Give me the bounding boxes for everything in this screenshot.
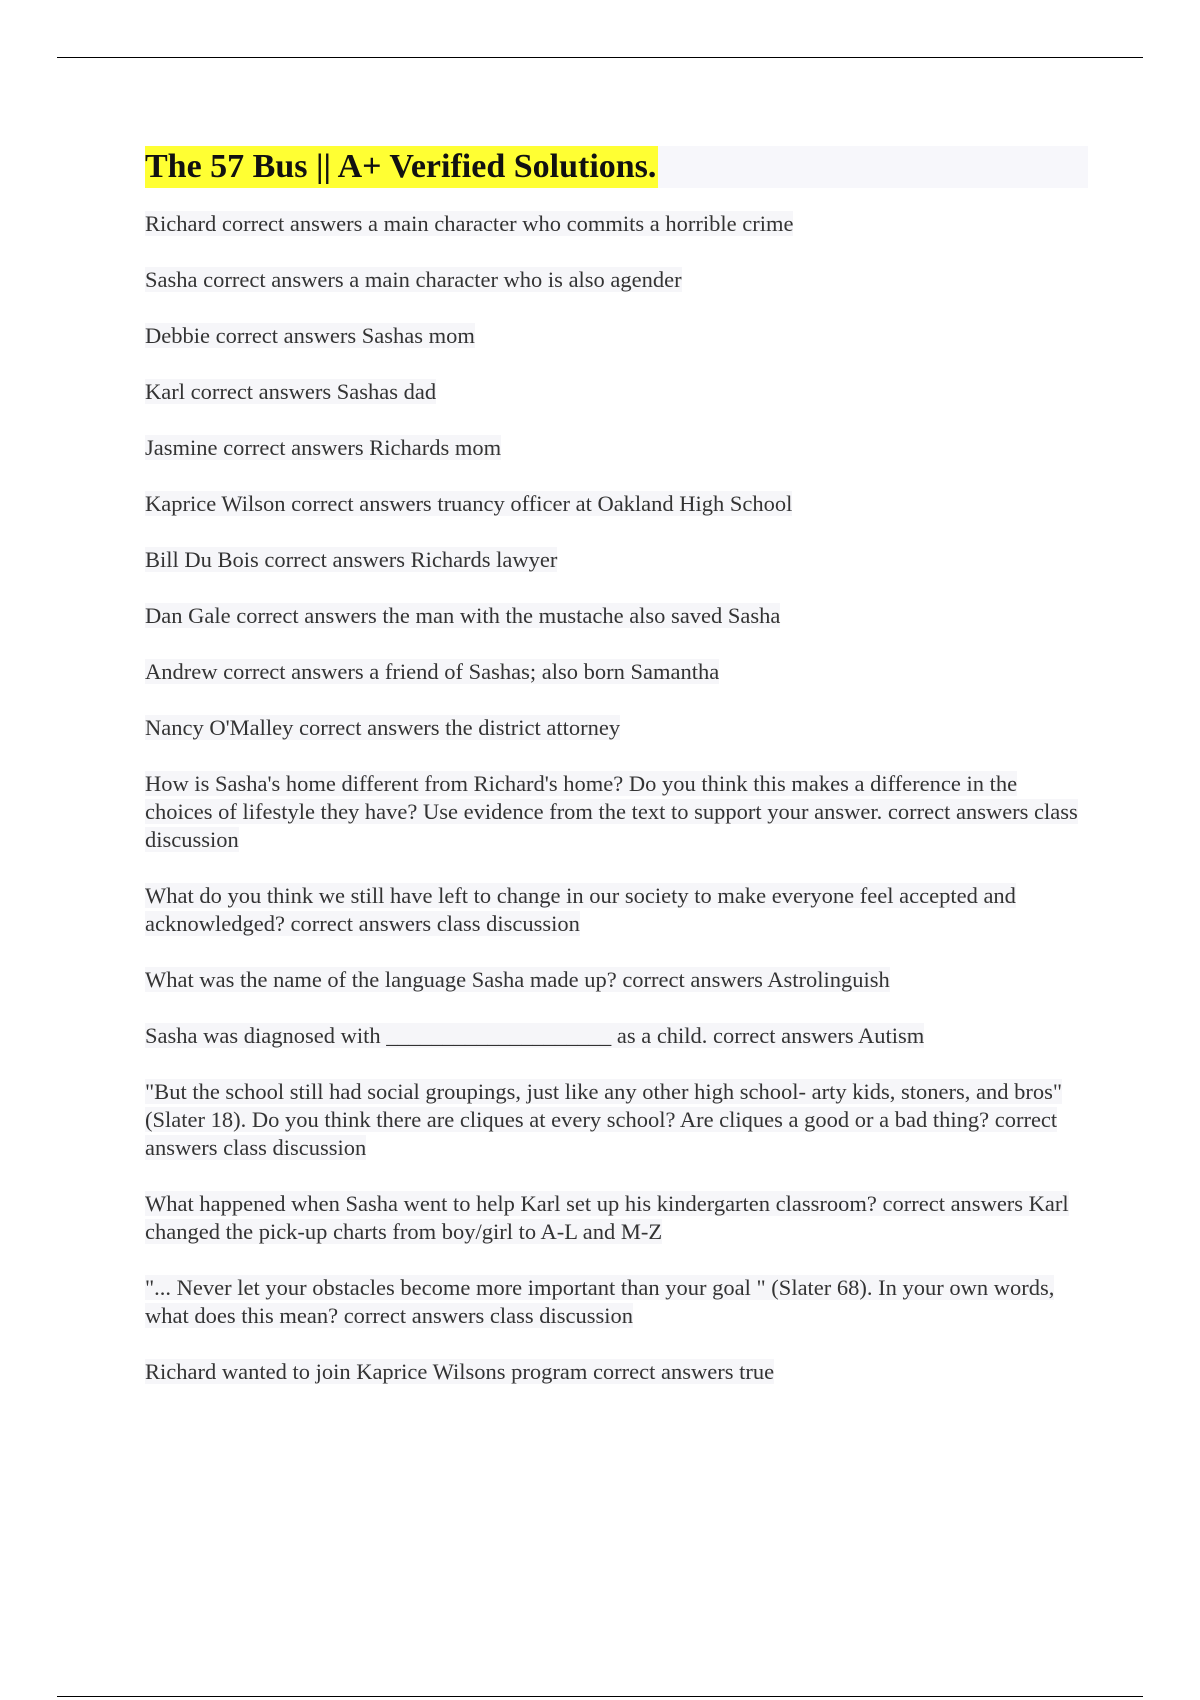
list-item: Debbie correct answers Sashas mom bbox=[145, 323, 475, 348]
list-item: "But the school still had social groupings, just like any other high school- arty kids, stoners, and bros" (Slater 18). Do you think there are cliques at every school? Are cliques a good or a bad thing? correct answers class discussion bbox=[145, 1079, 1063, 1160]
list-item: Richard correct answers a main character who commits a horrible crime bbox=[145, 211, 794, 236]
footer-rule bbox=[57, 1696, 1143, 1697]
title-band bbox=[145, 146, 1088, 188]
list-item: What was the name of the language Sasha made up? correct answers Astrolinguish bbox=[145, 967, 890, 992]
list-item: Andrew correct answers a friend of Sashas; also born Samantha bbox=[145, 659, 720, 684]
list-item: Karl correct answers Sashas dad bbox=[145, 379, 437, 404]
list-item: Dan Gale correct answers the man with the mustache also saved Sasha bbox=[145, 603, 781, 628]
list-item: How is Sasha's home different from Richard's home? Do you think this makes a difference in the choices of lifestyle they have? Use evidence from the text to support your answer. correct answers class discussion bbox=[145, 771, 1078, 852]
qa-list bbox=[145, 210, 1088, 1386]
list-item: Sasha correct answers a main character who is also agender bbox=[145, 267, 682, 292]
list-item: Kaprice Wilson correct answers truancy officer at Oakland High School bbox=[145, 491, 793, 516]
list-item: What happened when Sasha went to help Karl set up his kindergarten classroom? correct answers Karl changed the pick-up charts from boy/girl to A-L and M-Z bbox=[145, 1191, 1069, 1244]
list-item: "... Never let your obstacles become more important than your goal " (Slater 68). In your own words, what does this mean? correct answers class discussion bbox=[145, 1275, 1055, 1328]
list-item: Jasmine correct answers Richards mom bbox=[145, 435, 502, 460]
list-item: Sasha was diagnosed with ____________________ as a child. correct answers Autism bbox=[145, 1023, 925, 1048]
list-item: Bill Du Bois correct answers Richards lawyer bbox=[145, 547, 558, 572]
document-body bbox=[145, 146, 1088, 1414]
document-title: The 57 Bus || A+ Verified Solutions. bbox=[145, 146, 658, 188]
list-item: Richard wanted to join Kaprice Wilsons program correct answers true bbox=[145, 1359, 775, 1384]
header-rule bbox=[57, 57, 1143, 58]
list-item: Nancy O'Malley correct answers the district attorney bbox=[145, 715, 621, 740]
list-item: What do you think we still have left to change in our society to make everyone feel accepted and acknowledged? correct answers class discussion bbox=[145, 883, 1016, 936]
